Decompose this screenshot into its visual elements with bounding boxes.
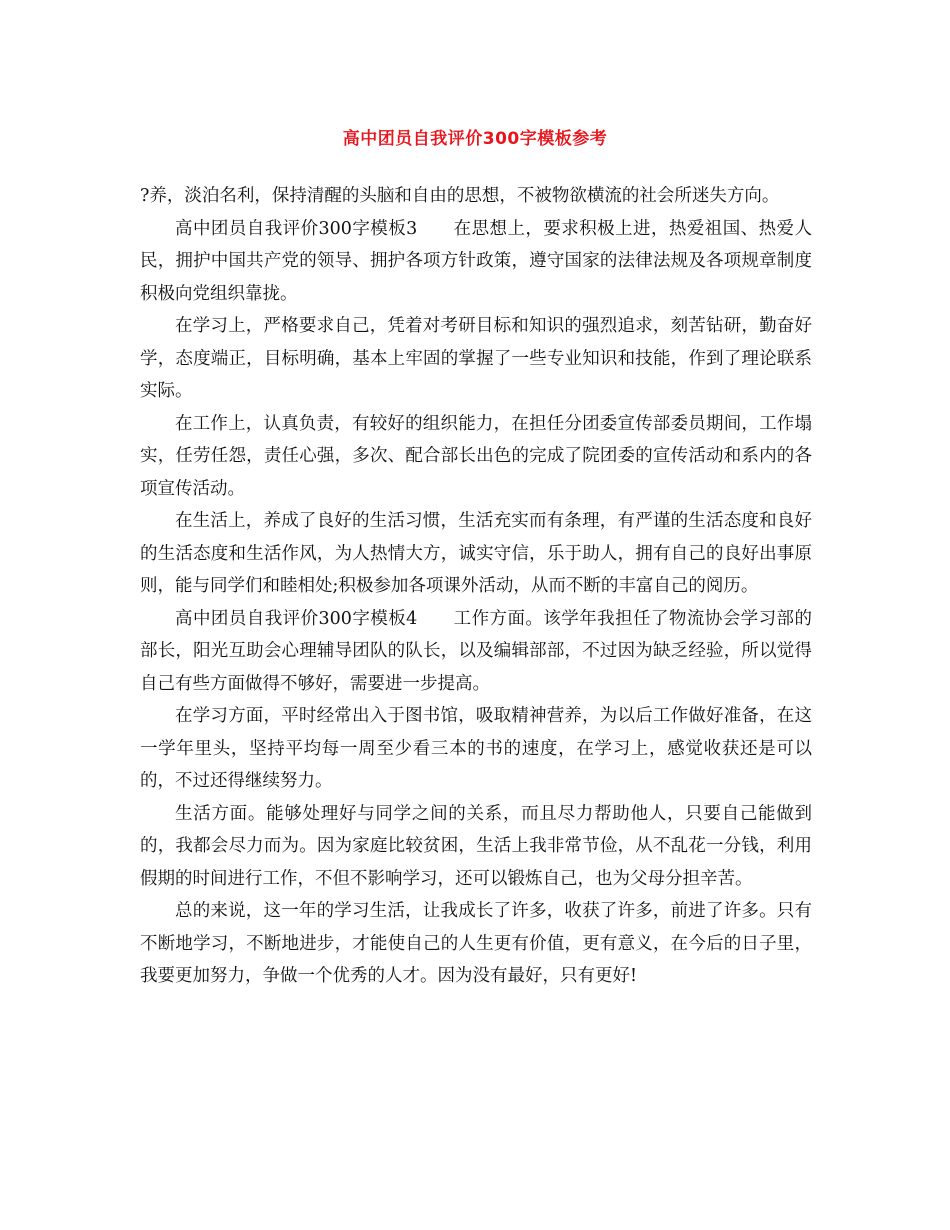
document-body [140, 180, 812, 993]
paragraph-6: 高中团员自我评价300字模板4 工作方面。该学年我担任了物流协会学习部的部长，阳光互助会心理辅导团队的队长，以及编辑部部，不过因为缺乏经验，所以觉得自己有些方面做得不够好，需要进一步提高。 [140, 608, 812, 694]
paragraph-8: 生活方面。能够处理好与同学之间的关系，而且尽力帮助他人，只要自己能做到的，我都会尽力而为。因为家庭比较贫困，生活上我非常节俭，从不乱花一分钱，利用假期的时间进行工作，不但不影响学习，还可以锻炼自己，也为父母分担辛苦。 [140, 803, 812, 889]
paragraph-3: 在学习上，严格要求自己，凭着对考研目标和知识的强烈追求，刻苦钻研，勤奋好学，态度端正，目标明确，基本上牢固的掌握了一些专业知识和技能，作到了理论联系实际。 [140, 316, 812, 401]
paragraph-7: 在学习方面，平时经常出入于图书馆，吸取精神营养，为以后工作做好准备，在这一学年里头，坚持平均每一周至少看三本的书的速度，在学习上，感觉收获还是可以的，不过还得继续努力。 [140, 706, 812, 791]
document-title: 高中团员自我评价300字模板参考 [342, 129, 608, 149]
paragraph-9: 总的来说，这一年的学习生活，让我成长了许多，收获了许多，前进了许多。只有不断地学习，不断地进步，才能使自己的人生更有价值，更有意义，在今后的日子里，我要更加努力，争做一个优秀的人才。因为没有最好，只有更好! [140, 901, 812, 986]
paragraph-4: 在工作上，认真负责，有较好的组织能力，在担任分团委宣传部委员期间，工作塌实，任劳任怨，责任心强，多次、配合部长出色的完成了院团委的宣传活动和系内的各项宣传活动。 [140, 413, 812, 499]
paragraph-2: 高中团员自我评价300字模板3 在思想上，要求积极上进，热爱祖国、热爱人民，拥护中国共产党的领导、拥护各项方针政策，遵守国家的法律法规及各项规章制度积极向党组织靠拢。 [140, 218, 812, 304]
paragraph-1: ?养，淡泊名利，保持清醒的头脑和自由的思想，不被物欲横流的社会所迷失方向。 [140, 186, 780, 206]
paragraph-5: 在生活上，养成了良好的生活习惯，生活充实而有条理，有严谨的生活态度和良好的生活态度和生活作风，为人热情大方，诚实守信，乐于助人，拥有自己的良好出事原则，能与同学们和睦相处;积极参加各项课外活动，从而不断的丰富自己的阅历。 [140, 511, 812, 596]
